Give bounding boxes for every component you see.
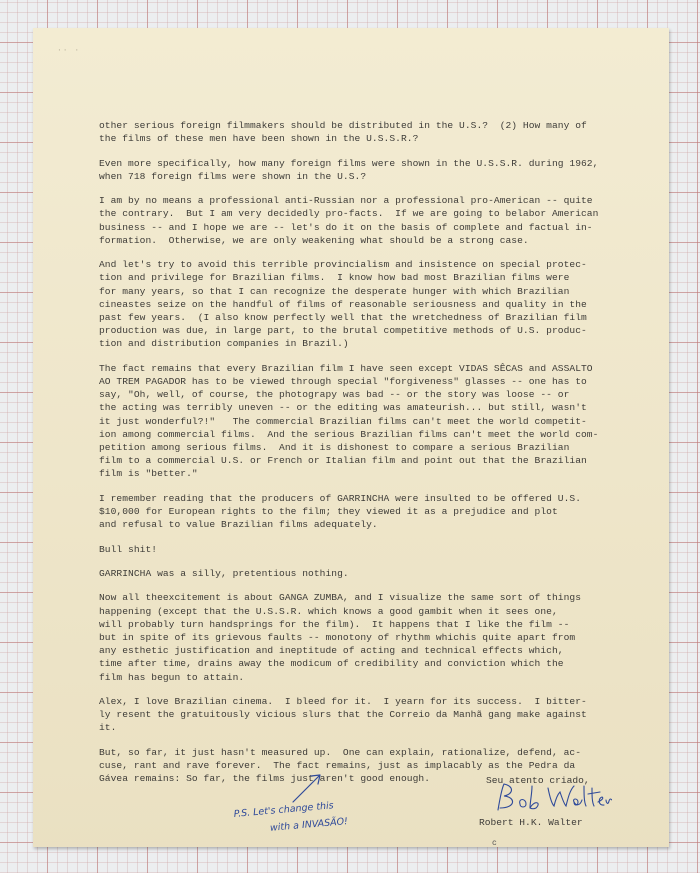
paragraph-4: And let's try to avoid this terrible provincialism and insistence on special protec- tion and privilege for Brazilian films. I know how bad most Brazilian films were for many years, so that I can recognize the desperate hunger with which Brazilian cineastes seize on the handful of films of reasonable seriousness and quality in the past few years. (I also know perfectly well that the wretchedness of Brazilian film production was due, in large part, to the brutal competitive methods of U.S. produc- tion and distribution companies in Brazil.)	[99, 259, 587, 350]
paragraph-8: GARRINCHA was a silly, pretentious nothing.	[99, 568, 349, 579]
typed-name: Robert H.K. Walter	[479, 817, 583, 828]
paragraph-9: Now all theexcitement is about GANGA ZUMBA, and I visualize the same sort of things happening (except that the U.S.S.R. which knows a good gambit when it sees one, will probably turn handsprings for the film). It happens that I like the film -- but in spite of its grievous faults -- monotony of rhythm whichis quite apart from any esthetic justification and ineptitude of acting and technical effects which, time after time, drains away the modicum of credibility and conviction which the film has begun to attain.	[99, 592, 581, 683]
letter-page	[33, 28, 669, 847]
paragraph-6: I remember reading that the producers of GARRINCHA were insulted to be offered U.S. $10,000 for European rights to the film; they viewed it as a prejudice and plot and refusal to value Brazilian films adequately.	[99, 492, 581, 531]
handwritten-signature	[492, 780, 612, 816]
letter-body	[99, 119, 669, 797]
ps-line-2: with a INVASÃO!	[269, 816, 349, 834]
paragraph-7: Bull shit!	[99, 543, 158, 555]
paragraph-1: other serious foreign filmmakers should be distributed in the U.S.? (2) How many of the films of these men have been shown in the U.S.S.R.?	[99, 120, 587, 145]
paragraph-5: The fact remains that every Brazilian film I have seen except VIDAS SÊCAS and ASSALTO AO TREM PAGADOR has to be viewed through special "forgiveness" glasses -- one has to say, "Oh, well, of course, the photograpy was bad -- or the story was loose -- or the acting was terribly uneven -- or the editing was amateurish... but still, wasn't it just wonderful?!" The commercial Brazilian films can't meet the world competit- ion among commercial films. And the serious Brazilian films can't meet the world com- petition among serious films. And it is dishonest to compare a serious Brazilian film to a commercial U.S. or French or Italian film and point out that the Brazilian film is "better."	[99, 362, 599, 480]
paragraph-10: Alex, I love Brazilian cinema. I bleed for it. I yearn for its success. I bitter- ly resent the gratuitously vicious slurs that the Correio da Manhã gang make against it.	[99, 696, 587, 734]
paragraph-3: I am by no means a professional anti-Russian nor a professional pro-American -- quite the contrary. But I am very decidedly pro-facts. If we are going to belabor American business -- and I hope we are -- let's do it on the basis of complete and factual in- formation. Otherwise, we are only weakening what should be a strong case.	[99, 195, 599, 246]
paragraph-11: But, so far, it just hasn't measured up. One can explain, rationalize, defend, ac- cuse, rant and rave forever. The fact remains, just as implacably as the Pedra da Gávea remains: So far, the films just aren't good enough.	[99, 746, 581, 785]
faint-mark: ·· ·	[57, 46, 81, 55]
footer-mark: c	[492, 839, 497, 848]
ps-line-1: P.S. Let's change this	[233, 800, 335, 820]
closing-line: Seu atento criado,	[486, 775, 590, 786]
handwritten-postscript	[233, 796, 349, 840]
paragraph-2: Even more specifically, how many foreign films were shown in the U.S.S.R. during 1962, when 718 foreign films were shown in the U.S.?	[99, 157, 599, 182]
